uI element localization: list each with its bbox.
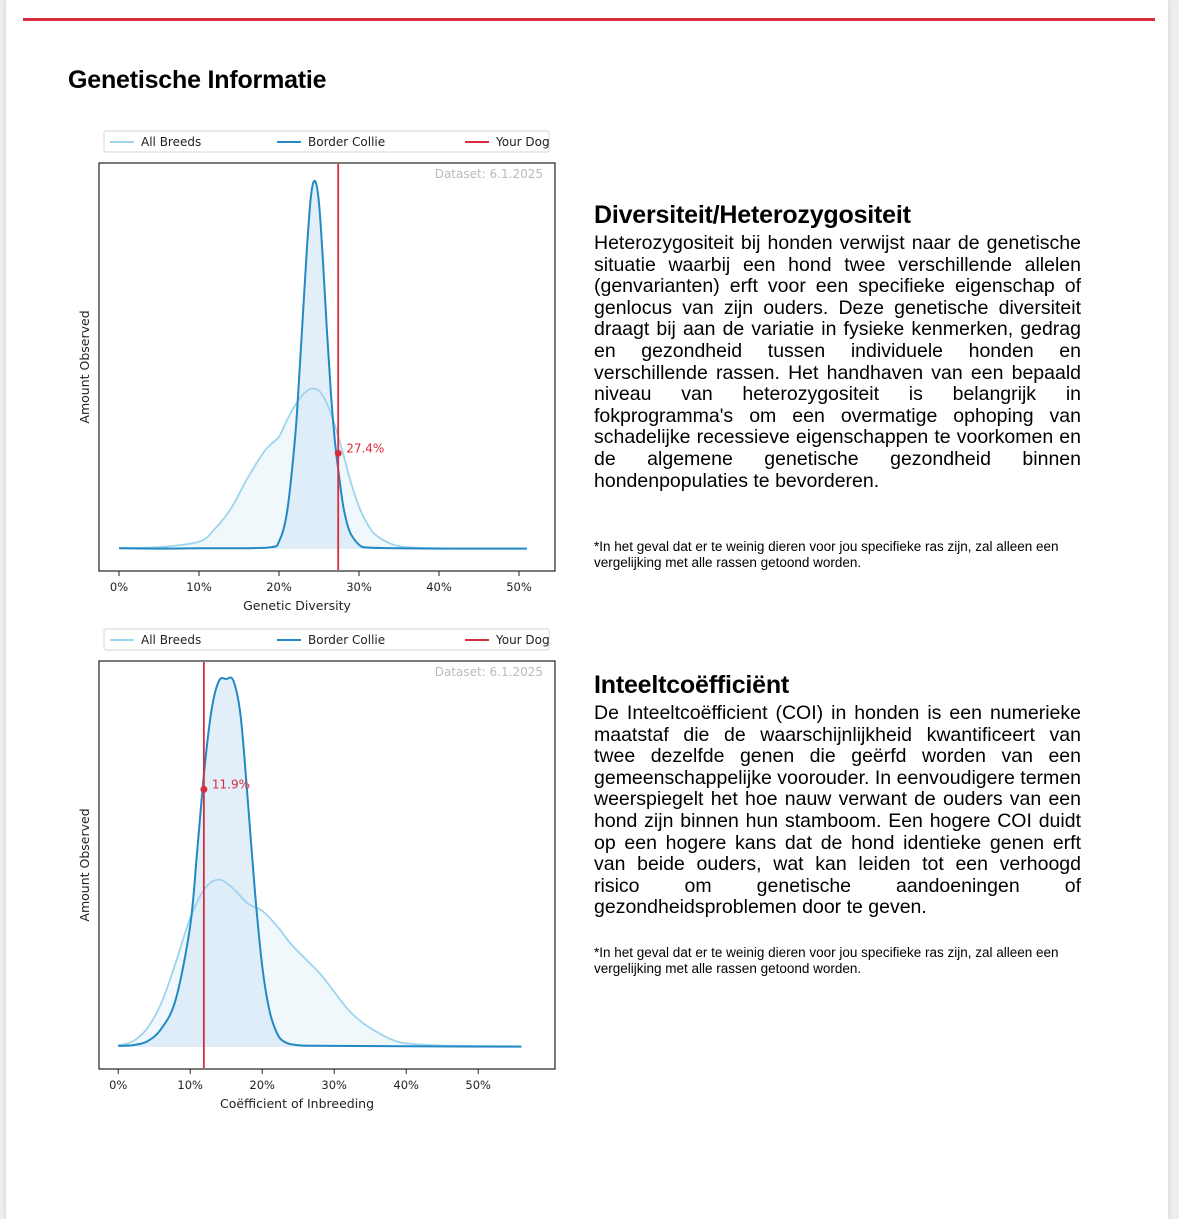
legend-border-collie-label: Border Collie bbox=[308, 633, 386, 647]
your-dog-value: 27.4% bbox=[346, 441, 385, 456]
x-tick-label: 10% bbox=[177, 1078, 203, 1092]
x-tick-label: 30% bbox=[321, 1078, 347, 1092]
your-dog-value: 11.9% bbox=[211, 777, 251, 792]
inbreeding-section-title: Inteeltcoëfficiënt bbox=[594, 671, 790, 699]
legend-all-breeds-label: All Breeds bbox=[141, 135, 202, 149]
inbreeding-section-body: De Inteeltcoëfficient (COI) in honden is een numerieke maatstaf die de waarschijnlijkheid kwantificeert van twee dezelfde genen die geërfd worden van een gemeenschappelijke voorouder. In eenvoudigere termen weerspiegelt het hoe nauw verwant de ouders van een hond zijn binnen hun stamboom. Een hogere COI duidt op een hogere kans dat de hond identieke genen erft van beide ouders, wat kan leiden tot een verhoogd risico om genetische aandoeningen of gezondheidsproblemen door te geven. bbox=[594, 702, 1081, 919]
legend-your-dog-label: Your Dog bbox=[496, 633, 550, 647]
x-axis-label: Genetic Diversity bbox=[243, 598, 351, 613]
x-tick-label: 10% bbox=[186, 580, 212, 594]
legend-your-dog-label: Your Dog bbox=[496, 135, 550, 149]
legend-border-collie-label: Border Collie bbox=[308, 135, 386, 149]
x-tick-label: 50% bbox=[465, 1078, 491, 1092]
legend-all-breeds-label: All Breeds bbox=[141, 633, 202, 647]
diversity-section-body: Heterozygositeit bij honden verwijst naar de genetische situatie waarbij een hond twee verschillende allelen (genvarianten) erft voor een specifieke eigenschap of genlocus van zijn ouders. Deze genetische diversiteit draagt bij aan de variatie in fysieke kenmerken, gedrag en gezondheid tussen individuele honden en verschillende rassen. Het handhaven van een bepaald niveau van heterozygositeit is belangrijk in fokprogramma's om een overmatige ophoping van schadelijke recessieve eigenschappen te voorkomen en de algemene genetische gezondheid binnen hondenpopulaties te bevorderen. bbox=[594, 232, 1081, 492]
x-tick-label: 40% bbox=[393, 1078, 419, 1092]
inbreeding-chart bbox=[66, 626, 586, 1111]
page-title: Genetische Informatie bbox=[68, 66, 327, 94]
x-axis-label: Coëfficient of Inbreeding bbox=[219, 1096, 375, 1111]
x-tick-label: 40% bbox=[426, 580, 452, 594]
y-axis-label: Amount Observed bbox=[77, 808, 92, 922]
top-rule bbox=[23, 18, 1155, 21]
x-tick-label: 50% bbox=[506, 580, 532, 594]
x-tick-label: 0% bbox=[109, 1078, 128, 1092]
your-dog-point bbox=[335, 450, 342, 457]
x-tick-label: 20% bbox=[249, 1078, 275, 1092]
dataset-label: Dataset: 6.1.2025 bbox=[434, 167, 543, 181]
your-dog-point bbox=[200, 786, 207, 793]
report-page bbox=[6, 0, 1168, 1219]
diversity-section-note: *In het geval dat er te weinig dieren voor jou specifieke ras zijn, zal alleen een vergelijking met alle rassen getoond worden. bbox=[594, 539, 1059, 570]
x-tick-label: 20% bbox=[266, 580, 292, 594]
inbreeding-section-note: *In het geval dat er te weinig dieren voor jou specifieke ras zijn, zal alleen een vergelijking met alle rassen getoond worden. bbox=[594, 945, 1059, 976]
x-tick-label: 0% bbox=[109, 580, 129, 594]
y-axis-label: Amount Observed bbox=[77, 310, 92, 424]
x-tick-label: 30% bbox=[346, 580, 372, 594]
diversity-section-title: Diversiteit/Heterozygositeit bbox=[594, 201, 911, 229]
dataset-label: Dataset: 6.1.2025 bbox=[434, 665, 543, 679]
genetic-diversity-chart bbox=[66, 128, 586, 613]
